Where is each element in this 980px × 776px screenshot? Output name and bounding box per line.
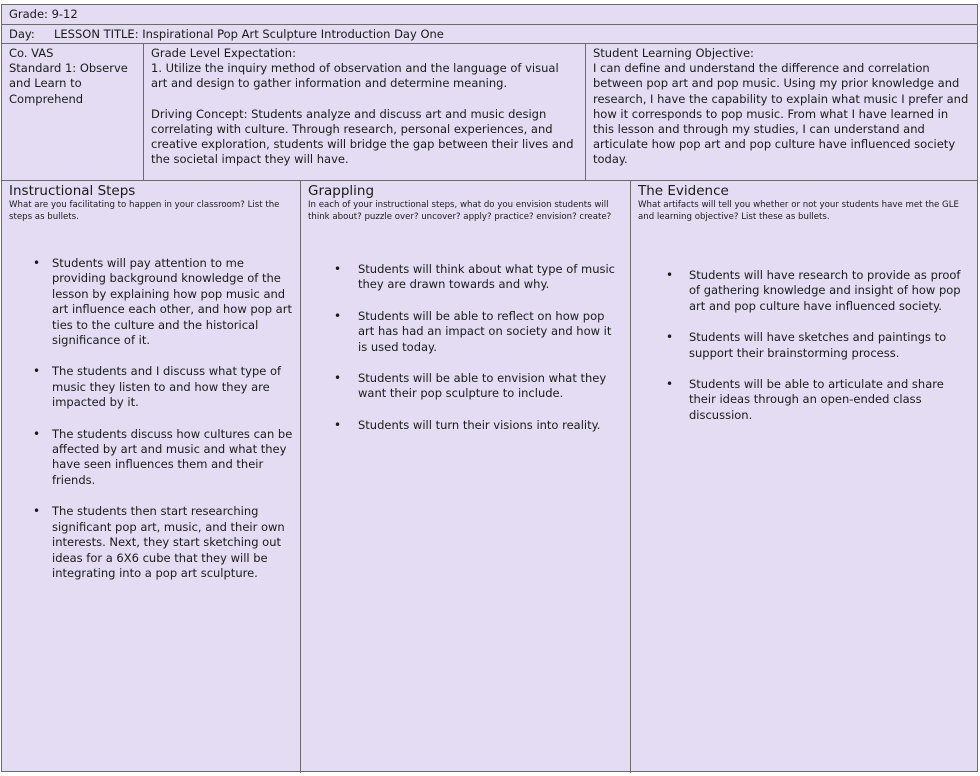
student-learning-objective-cell (586, 44, 979, 180)
grappling-list (308, 262, 623, 433)
day-row (2, 25, 977, 44)
evidence-list (638, 268, 972, 423)
bullet-icon: • (334, 308, 342, 323)
lesson-plan-document (1, 4, 978, 772)
instructional-steps-subtitle: What are you facilitating to happen in your classroom? List the steps as bullets. (9, 200, 280, 222)
evidence-title: The Evidence (638, 183, 729, 199)
bullet-icon: • (334, 371, 342, 386)
grappling-column (301, 181, 631, 773)
grappling-title: Grappling (308, 183, 375, 199)
day-label: Day: (9, 27, 35, 41)
bullet-icon: • (33, 426, 41, 441)
grade-level-expectation-cell (144, 44, 586, 180)
standard-line: Co. VAS (9, 46, 54, 60)
bullet-icon: • (666, 330, 674, 345)
gle-heading: Grade Level Expectation: (151, 46, 296, 60)
slo-heading: Student Learning Objective: (593, 46, 754, 60)
list-item: • Students will be able to reflect on how pop art has had an impact on society and how it is used today. (334, 308, 612, 354)
objectives-row (2, 44, 977, 181)
instructional-steps-title: Instructional Steps (9, 183, 136, 199)
list-item: • The students discuss how cultures can be affected by art and music and what they have seen influences them and their friends. (33, 426, 293, 487)
gle-text: 1. Utilize the inquiry method of observation and the language of visual art and design to gather information and determine meaning. (151, 61, 559, 91)
lesson-title: LESSON TITLE: Inspirational Pop Art Sculpture Introduction Day One (54, 27, 444, 41)
list-item: • The students then start researching significant pop art, music, and their own interests. Next, they start sketching out ideas for a 6X6 cube that they will be integrating into a pop art sculpture. (33, 504, 285, 580)
bullet-icon: • (334, 262, 342, 276)
instructional-steps-column (2, 181, 301, 773)
driving-concept-text: Driving Concept: Students analyze and discuss art and music design correlating with culture. Through research, personal experiences, and creative exploration, students will bridge the gap between their lives and the societal impact they will have. (151, 106, 574, 167)
evidence-subtitle: What artifacts will tell you whether or not your students have met the GLE and learning objective? List these as bullets. (638, 200, 959, 222)
standard-line: Standard 1: Observe and Learn to Comprehend (9, 61, 128, 106)
bullet-icon: • (666, 268, 674, 282)
bullet-icon: • (33, 364, 41, 379)
bullet-icon: • (666, 377, 674, 392)
bullet-icon: • (334, 417, 342, 432)
list-item: • Students will pay attention to me providing background knowledge of the lesson by explaining how pop music and art influence each other, and how pop art ties to the culture and the historical significance of it. (33, 256, 292, 348)
list-item: • The students and I discuss what type of music they listen to and how they are impacted by it. (33, 364, 282, 410)
slo-text: I can define and understand the difference and correlation between pop art and pop music. Using my prior knowledge and research, I have the capability to explain what music I prefer and how it corresponds to pop music. From what I have learned in this lesson and through my studies, I can understand and articulate how pop art and pop culture have influenced society today. (593, 61, 969, 167)
list-item: • Students will have research to provide as proof of gathering knowledge and insight of how pop art and pop culture have influenced society. (666, 268, 961, 313)
list-item: • Students will be able to articulate and share their ideas through an open-ended class discussion. (666, 377, 944, 422)
list-item: • Students will have sketches and paintings to support their brainstorming process. (666, 330, 947, 360)
bullet-icon: • (33, 256, 41, 270)
instructional-steps-list (9, 256, 293, 581)
standard-cell (2, 44, 144, 180)
grade-row (2, 5, 977, 25)
list-item: • Students will turn their visions into reality. (334, 417, 601, 432)
bullet-icon: • (33, 504, 41, 519)
list-item: • Students will be able to envision what they want their pop sculpture to include. (334, 371, 607, 401)
steps-row (2, 181, 977, 773)
list-item: • Students will think about what type of music they are drawn towards and why. (334, 262, 615, 292)
grappling-subtitle: In each of your instructional steps, what do you envision students will think about? puzzle over? uncover? apply? practice? envision? create? (308, 200, 612, 222)
evidence-column (631, 181, 979, 773)
grade-text: Grade: 9-12 (9, 7, 78, 21)
